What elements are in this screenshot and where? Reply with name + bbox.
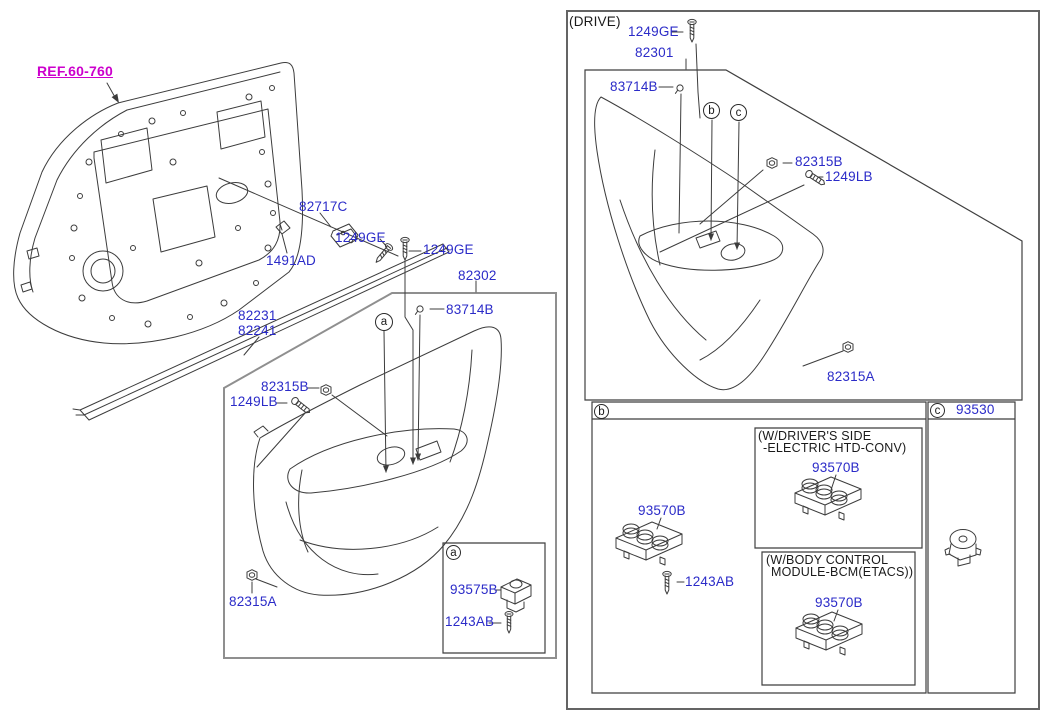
clip-icon	[675, 85, 683, 94]
clip-icon	[415, 306, 423, 315]
part-label-93575b: 93575B	[450, 582, 498, 597]
part-label-82315b-right: 82315B	[795, 154, 843, 169]
right-leader-lines	[657, 32, 843, 621]
part-label-82315a-left: 82315A	[229, 594, 277, 609]
part-label-82315b-left: 82315B	[261, 379, 309, 394]
screw-icon	[401, 237, 409, 260]
part-label-82301: 82301	[635, 45, 674, 60]
part-label-1249lb-left: 1249LB	[230, 394, 278, 409]
part-label-93570b-drivers: 93570B	[812, 460, 860, 475]
screw-icon	[373, 242, 394, 265]
front-door-trim-panel-drawing	[254, 327, 502, 595]
screw-icon	[505, 612, 513, 633]
part-label-82717c: 82717C	[299, 199, 348, 214]
door-shell-drawing	[14, 62, 303, 343]
nut-icon	[247, 570, 257, 581]
ref-arrow	[107, 83, 119, 103]
callout-circle-b: b	[703, 102, 720, 119]
part-label-82315a-right: 82315A	[827, 369, 875, 384]
nut-icon	[843, 342, 853, 353]
ref-link-label[interactable]: REF.60-760	[37, 63, 113, 79]
mirror-switch-drawing	[945, 530, 981, 567]
inset-c-circle: c	[930, 403, 945, 418]
screw-icon	[688, 19, 696, 42]
part-label-82231: 82231	[238, 308, 277, 323]
part-label-83714b-left: 83714B	[446, 302, 494, 317]
clip-1491ad-drawing	[276, 221, 290, 234]
part-label-82302: 82302	[458, 268, 497, 283]
part-label-1243ab-right: 1243AB	[685, 574, 735, 589]
nut-icon	[767, 158, 777, 169]
part-label-1249ge-a: 1249GE	[335, 230, 386, 245]
part-label-1249lb-right: 1249LB	[825, 169, 873, 184]
inset-b-circle: b	[594, 404, 609, 419]
body-control-caption-line2: MODULE-BCM(ETACS))	[771, 565, 914, 579]
drive-section-box	[567, 11, 1039, 709]
nut-icon	[321, 385, 331, 396]
bolt-icon	[290, 396, 312, 415]
part-label-1491ad: 1491AD	[266, 253, 316, 268]
single-switch-drawing	[501, 579, 531, 612]
callout-circle-a: a	[375, 313, 393, 331]
drive-door-trim-panel-drawing	[595, 97, 823, 390]
inset-a-box	[443, 543, 545, 653]
drive-panel-container-box	[585, 70, 1022, 400]
part-label-1249ge-b: 1249GE	[423, 242, 474, 257]
bolt-icon	[804, 169, 826, 187]
callout-circle-c: c	[730, 104, 747, 121]
drivers-side-caption-line2: -ELECTRIC HTD-CONV)	[763, 441, 907, 455]
inset-c-box	[928, 402, 1015, 693]
power-window-switch-drawing	[616, 522, 682, 565]
part-label-83714b-right: 83714B	[610, 79, 658, 94]
body-control-caption-line1: (W/BODY CONTROL	[766, 553, 889, 567]
part-label-1243ab-left: 1243AB	[445, 614, 495, 629]
part-label-93570b-main: 93570B	[638, 503, 686, 518]
inset-a-circle: a	[446, 545, 461, 560]
part-label-1249ge-right: 1249GE	[628, 24, 679, 39]
part-label-82231-82241	[238, 309, 277, 338]
screw-icon	[663, 571, 671, 594]
power-window-switch-drawing	[796, 612, 862, 655]
part-label-93530: 93530	[956, 402, 995, 417]
part-label-82241: 82241	[238, 322, 277, 338]
drive-section-label: (DRIVE)	[569, 14, 621, 29]
part-label-93570b-body: 93570B	[815, 595, 863, 610]
drivers-side-caption-line1: (W/DRIVER'S SIDE	[758, 429, 872, 443]
power-window-switch-drawing	[795, 477, 861, 520]
